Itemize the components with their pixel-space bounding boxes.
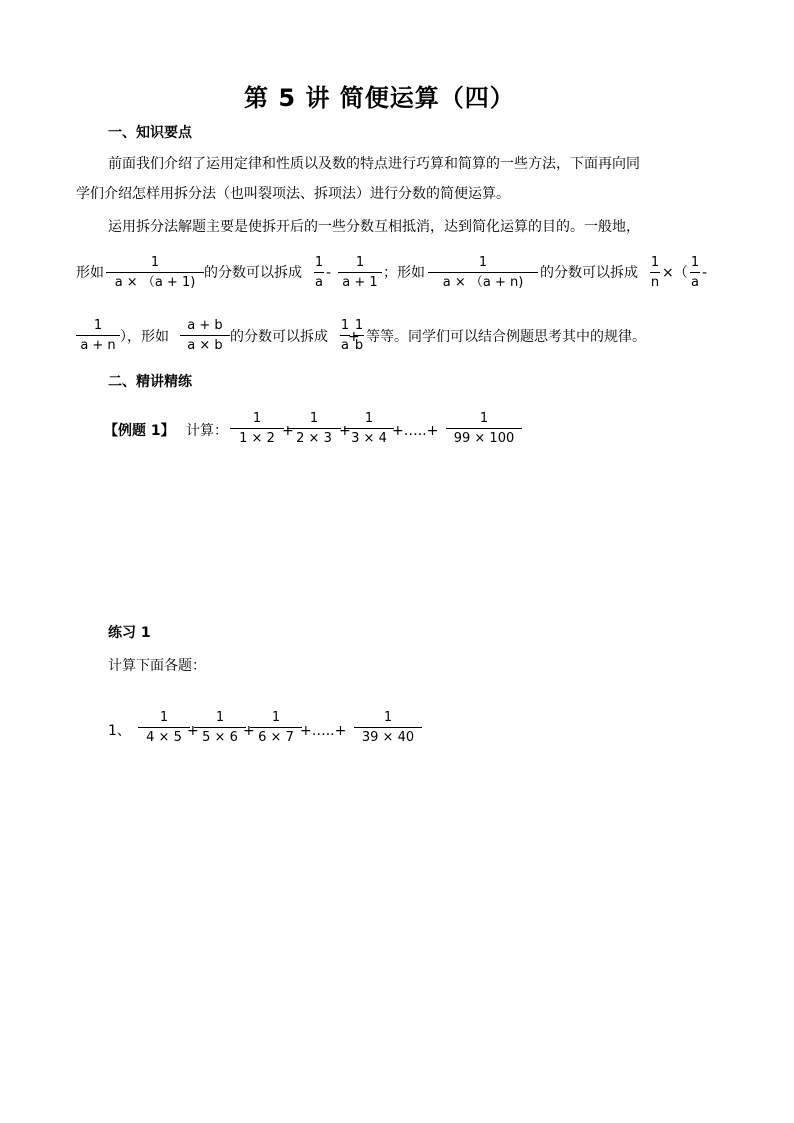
section-heading-practice: 二、精讲精练: [108, 374, 192, 390]
fraction-bar: [230, 428, 284, 429]
fraction-numerator: a + b: [187, 318, 223, 333]
fraction-bar: [106, 272, 204, 273]
practice-fraction-1: [138, 711, 190, 744]
fraction-numerator: 1: [159, 710, 169, 725]
fraction-bar: [650, 272, 660, 273]
fraction-numerator: 1: [150, 255, 160, 270]
fraction-denominator: a: [341, 338, 349, 353]
fraction-numerator: 1: [690, 255, 700, 270]
fraction-split-2c: [76, 319, 120, 352]
fraction-denominator: 1 × 2: [239, 431, 275, 446]
formula-text: ），形如: [120, 329, 169, 345]
minus-sign: -: [326, 265, 332, 281]
fraction-bar: [76, 335, 120, 336]
fraction-numerator: 1: [215, 710, 225, 725]
fraction-numerator: 1: [314, 255, 324, 270]
example-label: 【例题 1】: [104, 423, 175, 439]
fraction-denominator: 4 × 5: [146, 730, 182, 745]
example-fraction-3: [344, 412, 394, 445]
practice-fraction-2: [194, 711, 246, 744]
example-instruction: 计算：: [186, 423, 228, 439]
fraction-numerator: 1: [93, 318, 103, 333]
practice-instruction: 计算下面各题：: [108, 658, 206, 674]
paragraph-intro-line2: 学们介绍怎样用拆分法（也叫裂项法、拆项法）进行分数的简便运算。: [76, 186, 510, 202]
fraction-bar: [446, 428, 522, 429]
formula-text: 的分数可以拆成: [540, 265, 638, 281]
plus-sign: +: [243, 723, 255, 739]
formula-text: 的分数可以拆成: [204, 265, 302, 281]
fraction-denominator: a: [315, 275, 323, 290]
plus-sign: +: [187, 723, 199, 739]
fraction-numerator: 1: [650, 255, 660, 270]
example-fraction-1: [230, 412, 284, 445]
fraction-numerator: 1: [354, 318, 364, 333]
fraction-numerator: 1: [340, 318, 350, 333]
ellipsis-plus: +…..+: [392, 423, 439, 439]
plus-sign: +: [282, 423, 294, 439]
section-heading-knowledge: 一、知识要点: [108, 125, 192, 141]
fraction-numerator: 1: [309, 411, 319, 426]
fraction-denominator: a × b: [187, 338, 223, 353]
fraction-denominator: 3 × 4: [351, 431, 387, 446]
fraction-split-1a: [314, 256, 324, 289]
practice-fraction-3: [250, 711, 302, 744]
ellipsis-plus: +…..+: [300, 723, 347, 739]
fraction-numerator: 1: [478, 255, 488, 270]
fraction-bar: [344, 428, 394, 429]
fraction-denominator: 2 × 3: [296, 431, 332, 446]
fraction-denominator: a + 1: [342, 275, 378, 290]
fraction-bar: [428, 272, 538, 273]
practice-fraction-last: [354, 711, 422, 744]
page-title: 第 5 讲 简便运算（四）: [244, 84, 515, 112]
fraction-denominator: a + n: [80, 338, 116, 353]
fraction-general-2: [428, 256, 538, 289]
fraction-denominator: 99 × 100: [453, 431, 515, 446]
example-fraction-2: [287, 412, 341, 445]
fraction-split-1b: [338, 256, 382, 289]
fraction-denominator: 6 × 7: [258, 730, 294, 745]
example-fraction-last: [446, 412, 522, 445]
fraction-denominator: 39 × 40: [361, 730, 415, 745]
fraction-bar: [180, 335, 230, 336]
fraction-bar: [138, 727, 190, 728]
formula-prefix: 形如: [76, 265, 104, 281]
fraction-bar: [287, 428, 341, 429]
minus-sign: -: [702, 265, 708, 281]
formula-text: 的分数可以拆成: [230, 329, 328, 345]
fraction-split-2b: [690, 256, 700, 289]
fraction-numerator: 1: [364, 411, 374, 426]
fraction-general-1: [106, 256, 204, 289]
fraction-numerator: 1: [271, 710, 281, 725]
fraction-denominator: a: [691, 275, 699, 290]
fraction-bar: [314, 272, 324, 273]
formula-text: 等等。同学们可以结合例题思考其中的规律。: [366, 329, 646, 345]
plus-sign: +: [348, 329, 360, 345]
fraction-denominator: 5 × 6: [202, 730, 238, 745]
fraction-numerator: 1: [479, 411, 489, 426]
fraction-general-3: [180, 319, 230, 352]
fraction-bar: [354, 335, 364, 336]
fraction-bar: [354, 727, 422, 728]
plus-sign: +: [339, 423, 351, 439]
fraction-denominator: n: [650, 275, 660, 290]
fraction-bar: [250, 727, 302, 728]
paragraph-method-line1: 运用拆分法解题主要是使拆开后的一些分数互相抵消，达到简化运算的目的。一般地，: [108, 219, 640, 235]
practice-item-number: 1、: [108, 723, 131, 739]
fraction-split-2a: [650, 256, 660, 289]
fraction-bar: [690, 272, 700, 273]
fraction-bar: [194, 727, 246, 728]
fraction-split-3b: [354, 319, 364, 352]
formula-separator: ；形如: [383, 265, 425, 281]
times-paren: ×（: [662, 265, 688, 281]
fraction-numerator: 1: [355, 255, 365, 270]
fraction-numerator: 1: [383, 710, 393, 725]
fraction-numerator: 1: [252, 411, 262, 426]
fraction-denominator: a × （a + 1): [114, 275, 196, 290]
fraction-bar: [338, 272, 382, 273]
paragraph-intro-line1: 前面我们介绍了运用定律和性质以及数的特点进行巧算和简算的一些方法，下面再向同: [108, 156, 640, 172]
practice-heading: 练习 1: [108, 625, 151, 641]
fraction-denominator: a × （a + n): [442, 275, 524, 290]
fraction-denominator: b: [354, 338, 364, 353]
